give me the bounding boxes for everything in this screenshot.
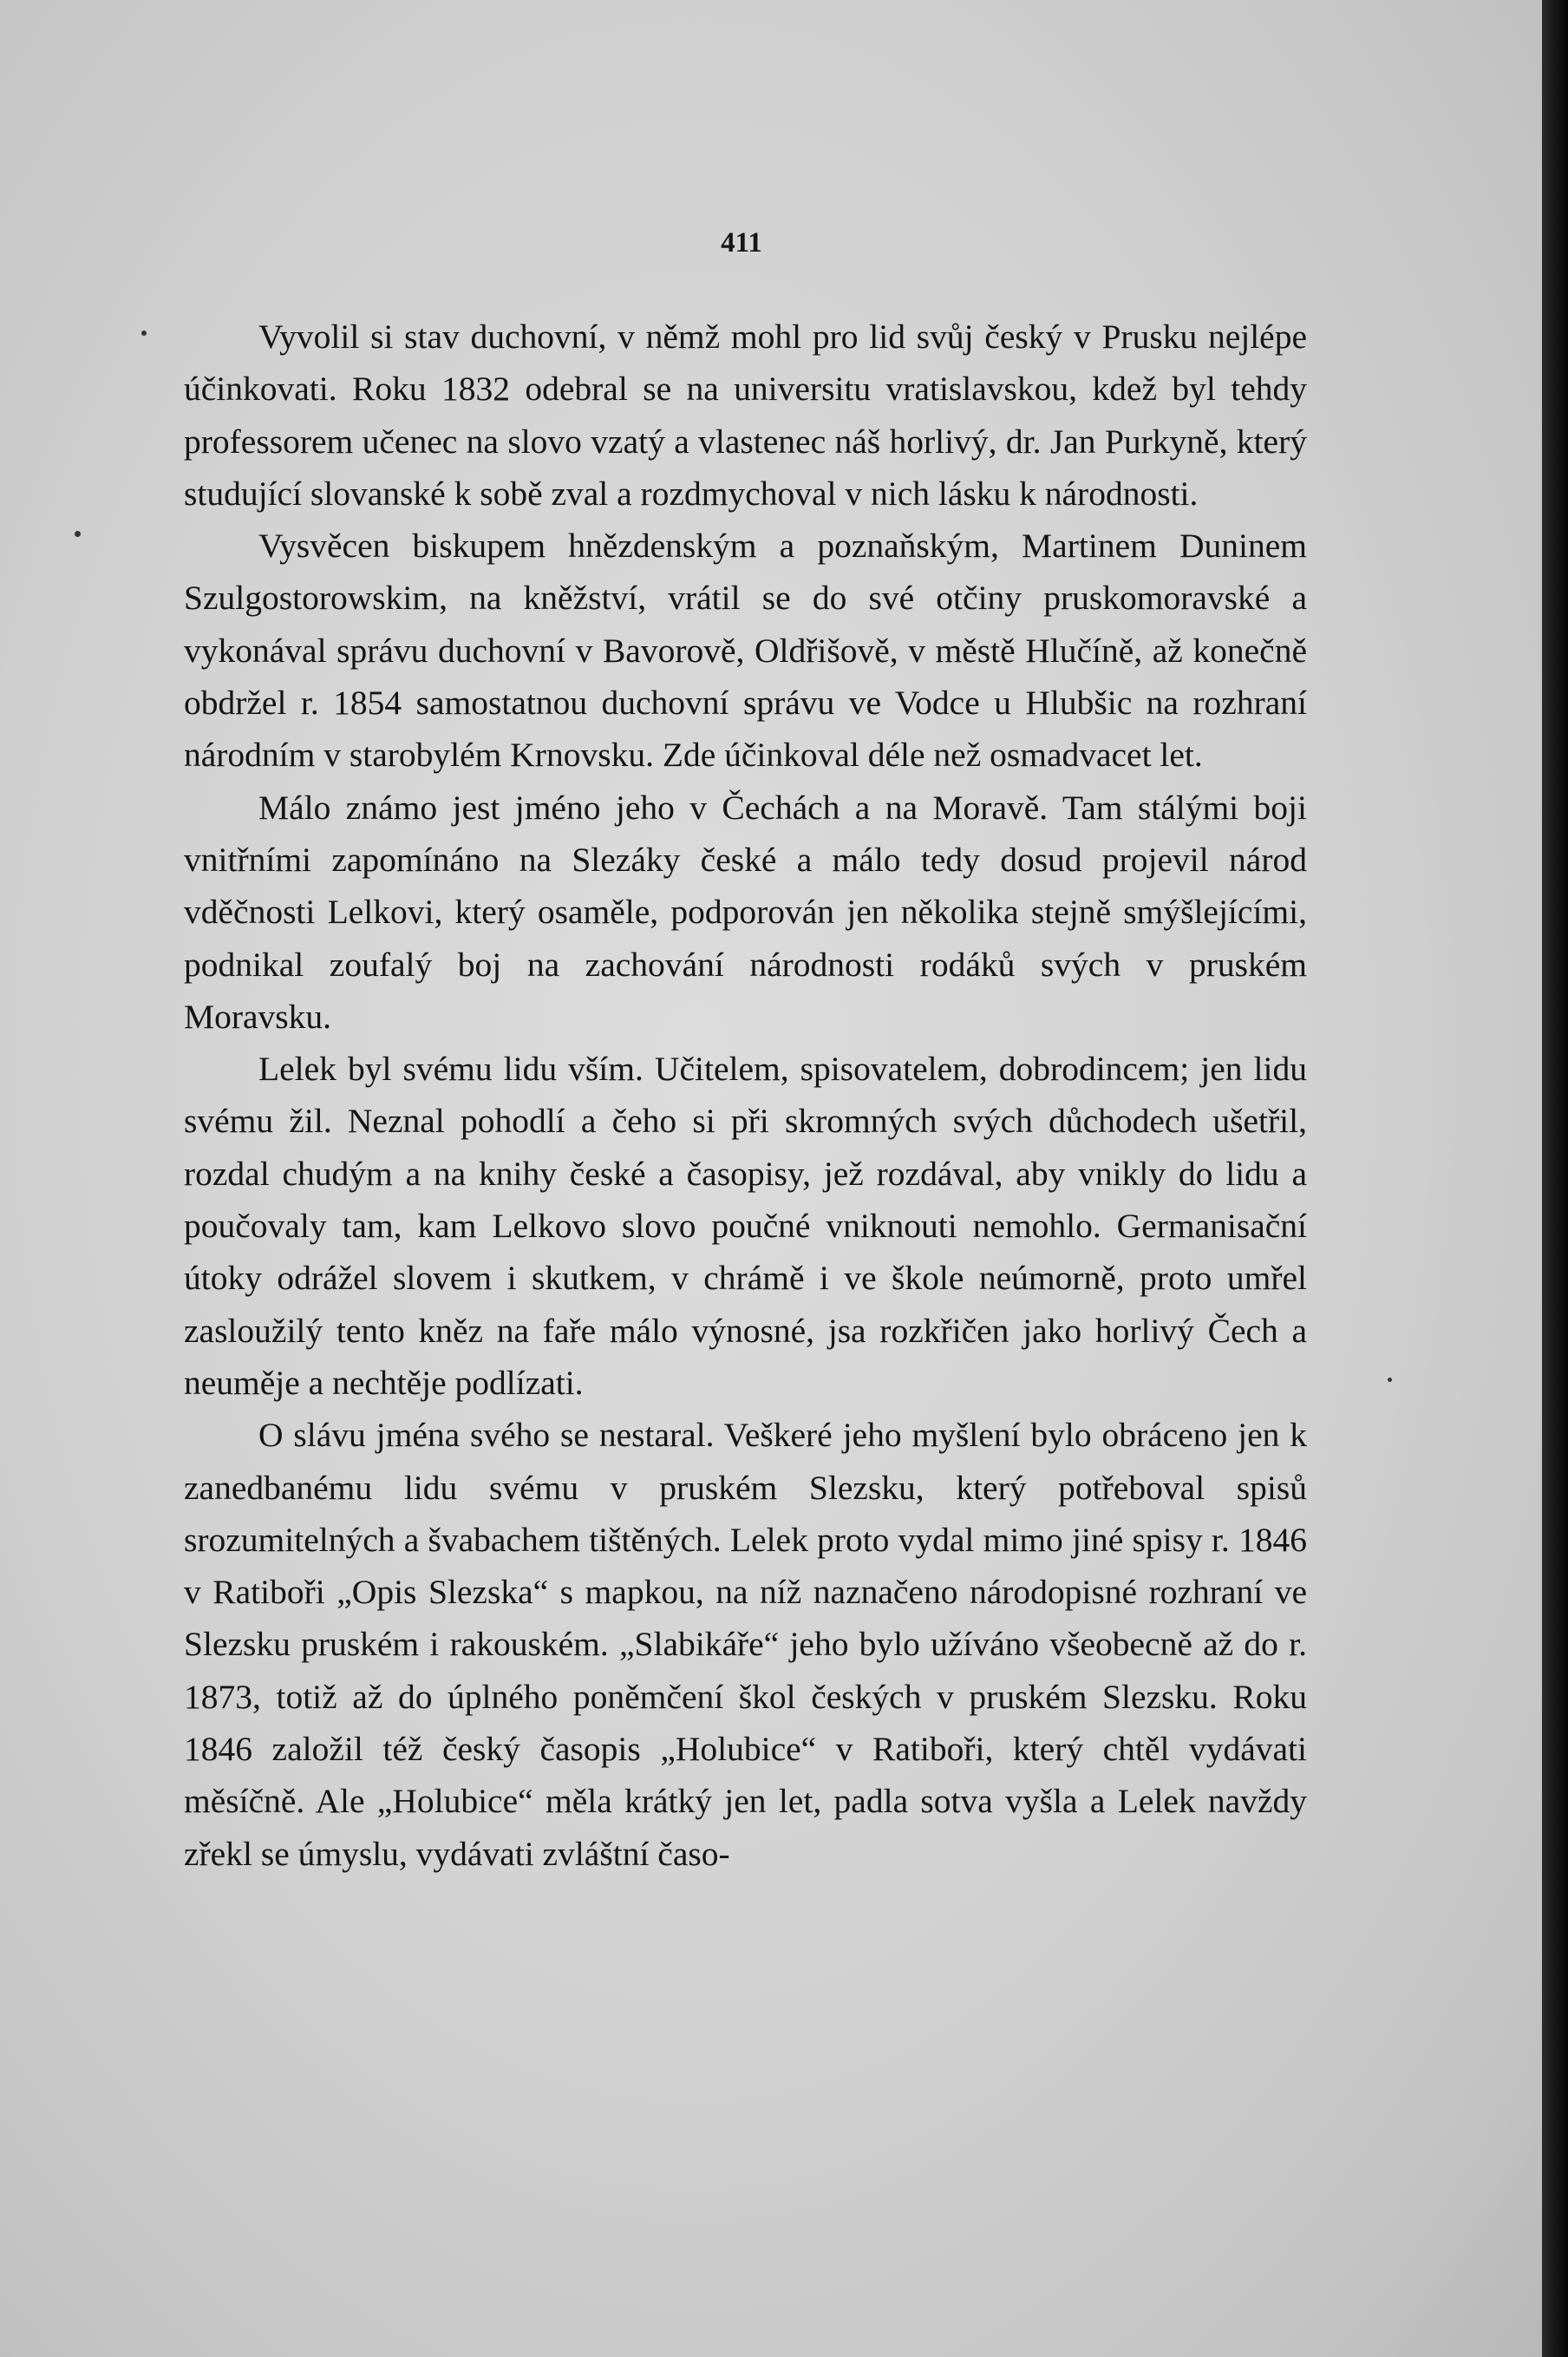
paragraph: O slávu jména svého se nestaral. Veškeré jeho myšlení bylo obráceno jen k zanedbanému lidu svému v pruském Slezsku, který potřeboval spisů srozumitelných a švabachem tištěných. Lelek proto vydal mimo jiné spisy r. 1846 v Ratiboři „Opis Slezska“ s mapkou, na níž naznačeno národopisné rozhraní ve Slezsku pruském i rakouském. „Slabikáře“ jeho bylo užíváno všeobecně až do r. 1873, totiž až do úplného poněmčení škol českých v pruském Slezsku. Roku 1846 založil též český časopis „Holubice“ v Ratiboři, který chtěl vydávati měsíčně. Ale „Holubice“ měla krátký jen let, padla sotva vyšla a Lelek navždy zřekl se úmyslu, vydávati zvláštní časo- — [184, 1416, 1307, 1873]
page-edge-shadow — [1542, 0, 1568, 2357]
paragraph: Málo známo jest jméno jeho v Čechách a na Moravě. Tam stálými boji vnitřními zapomínáno na Slezáky české a málo tedy dosud projevil národ vděčnosti Lelkovi, který osaměle, podporován jen několika stejně smýšlejícími, podnikal zoufalý boj na zachování národnosti rodáků svých v pruském Moravsku. — [184, 788, 1307, 1036]
paragraph: Vysvěcen biskupem hnězdenským a poznaňským, Martinem Duninem Szulgostorowskim, na kněžství, vrátil se do své otčiny pruskomoravské a vykonával správu duchovní v Bavorově, Oldřišově, v městě Hlučíně, až konečně obdržel r. 1854 samostatnou duchovní správu ve Vodce u Hlubšic na rozhraní národním v starobylém Krnovsku. Zde účinkoval déle než osmadvacet let. — [184, 527, 1307, 775]
body-text — [184, 311, 1307, 1880]
ink-speck — [141, 331, 147, 336]
page-number: 411 — [721, 227, 762, 259]
paragraph: Vyvolil si stav duchovní, v němž mohl pro lid svůj český v Prusku nejlépe účinkovati. Roku 1832 odebral se na universitu vratislavskou, kdež byl tehdy professorem učenec na slovo vzatý a vlastenec náš horlivý, dr. Jan Purkyně, který studující slovanské k sobě zval a rozdmychoval v nich lásku k národnosti. — [184, 318, 1307, 513]
ink-speck — [75, 531, 81, 537]
paragraph: Lelek byl svému lidu vším. Učitelem, spisovatelem, dobrodincem; jen lidu svému žil. Neznal pohodlí a čeho si při skromných svých důchodech ušetřil, rozdal chudým a na knihy české a časopisy, jež rozdával, aby vnikly do lidu a poučovaly tam, kam Lelkovo slovo poučné vniknouti nemohlo. Germanisační útoky odrážel slovem i skutkem, v chrámě i ve škole neúmorně, proto umřel zasloužilý tento kněz na faře málo výnosné, jsa rozkřičen jako horlivý Čech a neuměje a nechtěje podlízati. — [184, 1050, 1307, 1402]
ink-speck — [1388, 1378, 1392, 1382]
